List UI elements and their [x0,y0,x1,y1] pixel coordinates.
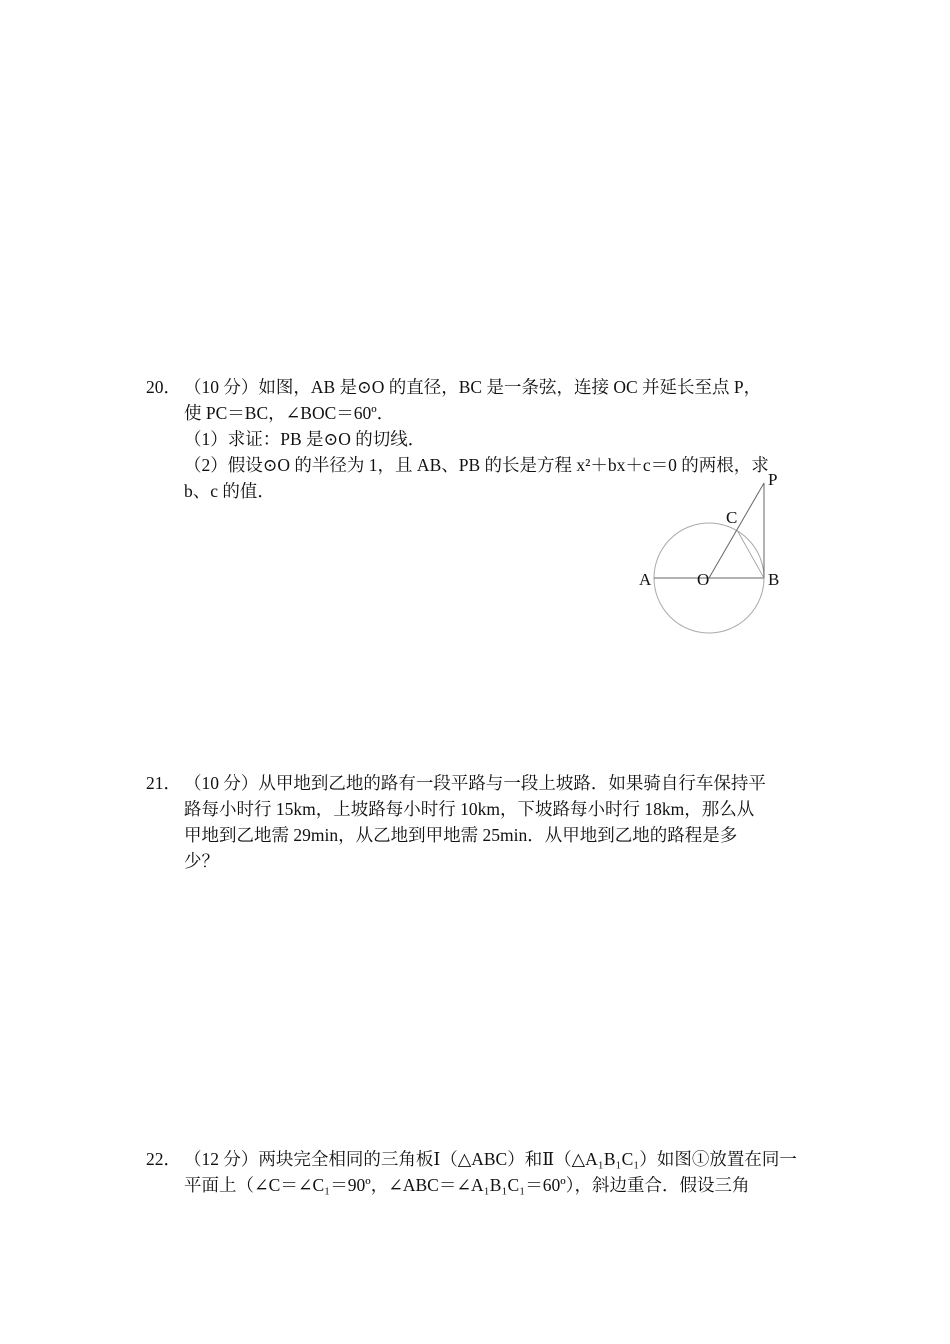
label-p: P [768,470,778,489]
problem-text-line: 少？ [184,851,219,871]
problem-text-line: （12 分）两块完全相同的三角板Ⅰ（△ABC）和Ⅱ（△A₁B₁C₁）如图①放置在同一 [184,1149,797,1169]
problem-text-line: （10 分）从甲地到乙地的路有一段平路与一段上坡路．如果骑自行车保持平 [184,773,766,793]
problem-22 [146,1146,816,1198]
problem-21 [146,770,816,874]
problem-text-line: 甲地到乙地需 29min，从乙地到甲地需 25min．从甲地到乙地的路程是多 [184,825,738,845]
label-c: C [726,508,738,527]
problem-text-line: 平面上（∠C＝∠C₁＝90º，∠ABC＝∠A₁B₁C₁＝60º），斜边重合．假设三角 [184,1175,750,1195]
problem-text-line: b、c 的值． [184,481,275,501]
problem-text-line: （2）假设⊙O 的半径为 1，且 AB、PB 的长是方程 x²＋bx＋c＝0 的两根，求 [184,455,769,475]
label-b: B [768,570,780,589]
problem-number: 20． [146,377,181,397]
problem-text-line: 使 PC＝BC，∠BOC＝60º． [184,403,395,423]
chord-bc [737,530,764,578]
label-a: A [639,570,652,589]
problem-text-line: 路每小时行 15km，上坡路每小时行 10km，下坡路每小时行 18km，那么从 [184,799,755,819]
problem-text-line: （1）求证：PB 是⊙O 的切线． [184,429,426,449]
problem-number: 21． [146,773,181,793]
label-o: O [697,570,710,589]
problem-number: 22． [146,1149,181,1169]
problem-text-line: （10 分）如图，AB 是⊙O 的直径，BC 是一条弦，连接 OC 并延长至点 P， [184,377,762,397]
